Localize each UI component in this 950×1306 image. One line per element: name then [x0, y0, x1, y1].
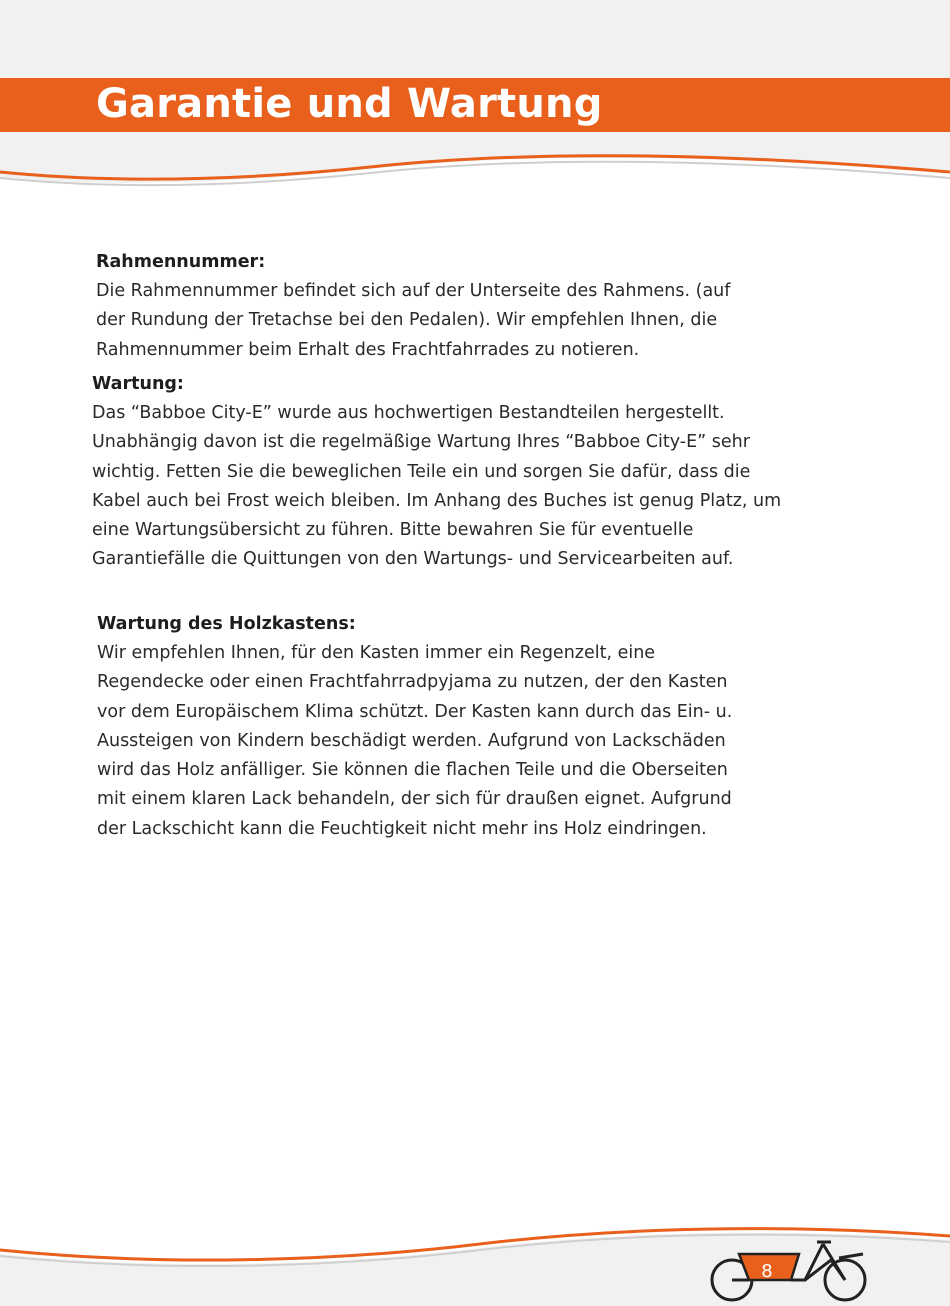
page-number: 8	[761, 1261, 773, 1282]
section-heading: Wartung des Holzkastens:	[97, 614, 356, 634]
cargo-bike-icon	[705, 1234, 875, 1304]
section-wartung-holzkasten	[97, 610, 897, 844]
section-heading: Wartung:	[92, 374, 184, 394]
section-wartung	[92, 370, 912, 575]
section-heading: Rahmennummer:	[96, 252, 266, 272]
section-body: Wir empfehlen Ihnen, für den Kasten immer ein Regenzelt, eine Regendecke oder einen Frachtfahrradpyjama zu nutzen, der den Kasten vor dem Europäischem Klima schützt. Der Kasten kann durch das Ein- u. Aussteigen von Kindern beschädigt werden. Aufgrund von Lackschäden wird das Holz anfälliger. Sie können die flachen Teile und die Oberseiten mit einem klaren Lack behandeln, der sich für draußen eignet. Aufgrund der Lackschicht kann die Feuchtigkeit nicht mehr ins Holz eindringen.	[97, 643, 733, 839]
section-body: Das “Babboe City-E” wurde aus hochwertigen Bestandteilen hergestellt. Unabhängig davon ist die regelmäßige Wartung Ihres “Babboe City-E” sehr wichtig. Fetten Sie die beweglichen Teile ein und sorgen Sie dafür, dass die Kabel auch bei Frost weich bleiben. Im Anhang des Buches ist genug Platz, um eine Wartungsübersicht zu führen. Bitte bewahren Sie für eventuelle Garantiefälle die Quittungen von den Wartungs- und Servicearbeiten auf.	[92, 403, 782, 570]
section-body: Die Rahmennummer befindet sich auf der Unterseite des Rahmens. (auf der Rundung der Tretachse bei den Pedalen). Wir empfehlen Ihnen, die Rahmennummer beim Erhalt des Frachtfahrrades zu notieren.	[96, 281, 731, 360]
page-title: Garantie und Wartung	[96, 81, 603, 127]
section-rahmennummer	[96, 248, 896, 365]
